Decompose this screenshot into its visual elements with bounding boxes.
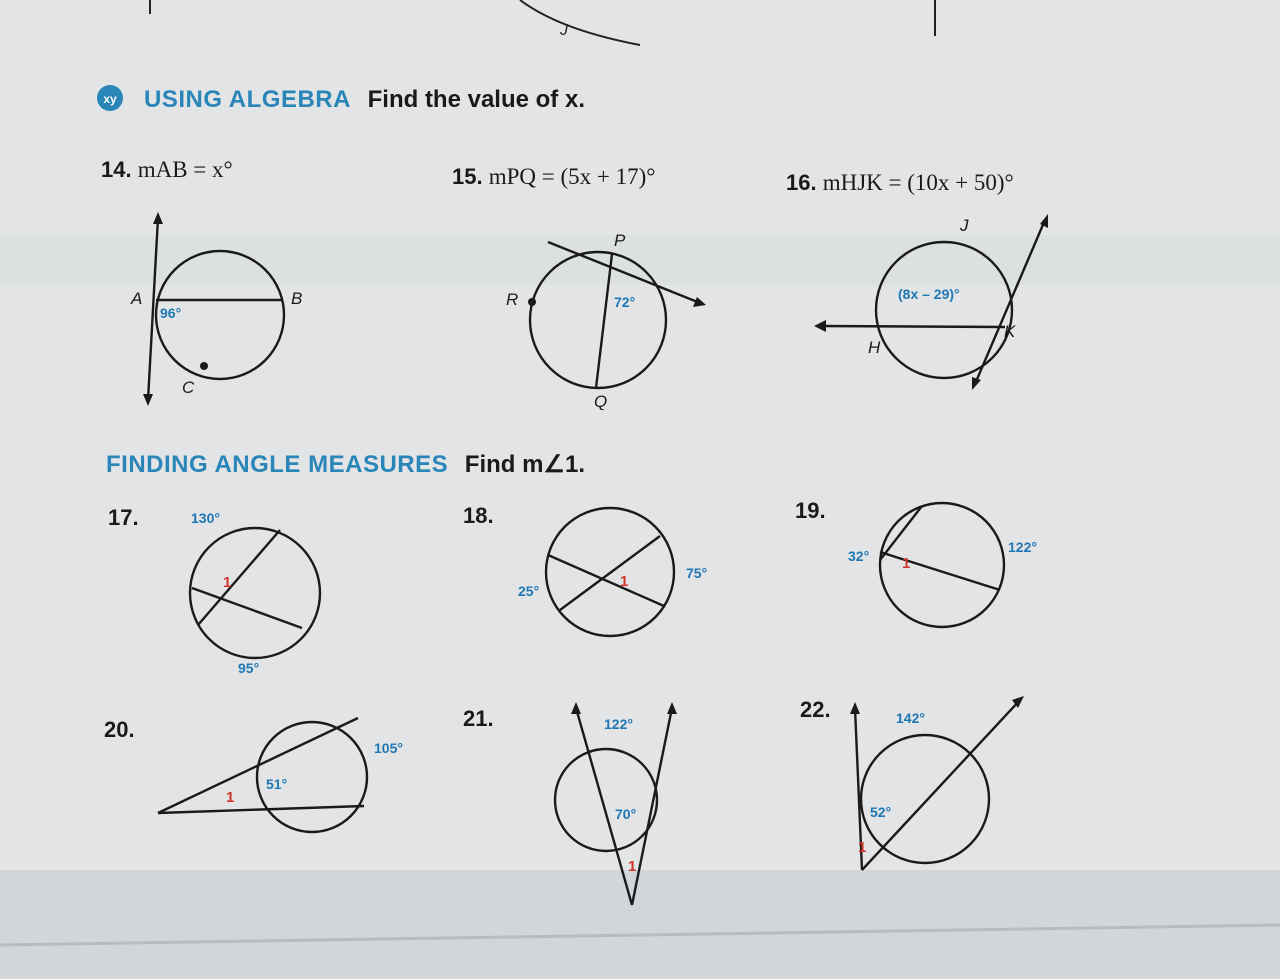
section-keyword: USING ALGEBRA [144, 86, 351, 113]
angle-label-52: 52° [870, 804, 892, 820]
svg-text:xy: xy [103, 92, 117, 106]
angle-label-70: 70° [615, 806, 637, 822]
chord-19b [880, 506, 922, 560]
circle-21 [555, 749, 657, 851]
problem-20-number: 20. [104, 717, 135, 742]
circle-17 [190, 528, 320, 658]
problem-22-number: 22. [800, 697, 831, 722]
angle-1-marker-19: 1 [902, 555, 911, 572]
angle-1-marker-17: 1 [223, 574, 232, 591]
problem-19-number: 19. [795, 498, 826, 523]
angle-label-8x-29: (8x – 29)° [898, 286, 960, 302]
angle-label-25: 25° [518, 583, 540, 599]
problem-expression: mHJK = (10x + 50)° [822, 170, 1014, 195]
point-a-label: A [131, 289, 143, 308]
problem-number: 14. [101, 157, 132, 182]
point-h-label: H [868, 338, 881, 357]
point-c-label: C [182, 378, 195, 397]
problem-18-number: 18. [463, 503, 494, 528]
circle-19 [880, 503, 1004, 627]
angle-1-marker-22: 1 [858, 839, 867, 856]
problem-number: 16. [786, 170, 817, 195]
chord-17b [192, 588, 302, 628]
angle-label-105: 105° [374, 740, 403, 756]
problem-expression: mAB = x° [137, 157, 233, 182]
point-b-label: B [291, 289, 303, 308]
svg-text:J: J [560, 22, 568, 39]
point-j-label: J [960, 216, 969, 235]
section-instruction: Find m∠1. [464, 451, 585, 478]
angle-label-51: 51° [266, 776, 288, 792]
problem-expression: mPQ = (5x + 17)° [488, 164, 656, 189]
angle-label-95: 95° [238, 660, 260, 676]
secant-20a [158, 718, 358, 813]
angle-label-75: 75° [686, 565, 708, 581]
section-instruction: Find the value of x. [367, 86, 585, 113]
chord-18a [548, 555, 664, 606]
angle-label-122b: 122° [604, 716, 633, 732]
problem-17-number: 17. [108, 505, 139, 530]
point-r-label: R [506, 290, 519, 309]
point-q-label: Q [594, 392, 608, 411]
angle-label-142: 142° [896, 710, 925, 726]
angle-label-32: 32° [848, 548, 870, 564]
angle-1-marker-18: 1 [620, 573, 629, 590]
angle-label-122: 122° [1008, 539, 1037, 555]
secant-21b [632, 708, 672, 905]
angle-label-130: 130° [191, 510, 220, 526]
section-keyword: FINDING ANGLE MEASURES [106, 451, 449, 478]
angle-label-96: 96° [160, 305, 182, 321]
secant-20b [158, 806, 364, 813]
point-p-label: P [614, 231, 626, 250]
point-k-label: K [1004, 322, 1016, 341]
secant-22a [862, 700, 1020, 870]
angle-1-marker-21: 1 [628, 858, 637, 875]
problem-number: 15. [452, 164, 483, 189]
angle-1-marker-20: 1 [226, 789, 235, 806]
angle-label-72: 72° [614, 294, 636, 310]
problem-21-number: 21. [463, 706, 494, 731]
chord-19a [880, 552, 1000, 590]
